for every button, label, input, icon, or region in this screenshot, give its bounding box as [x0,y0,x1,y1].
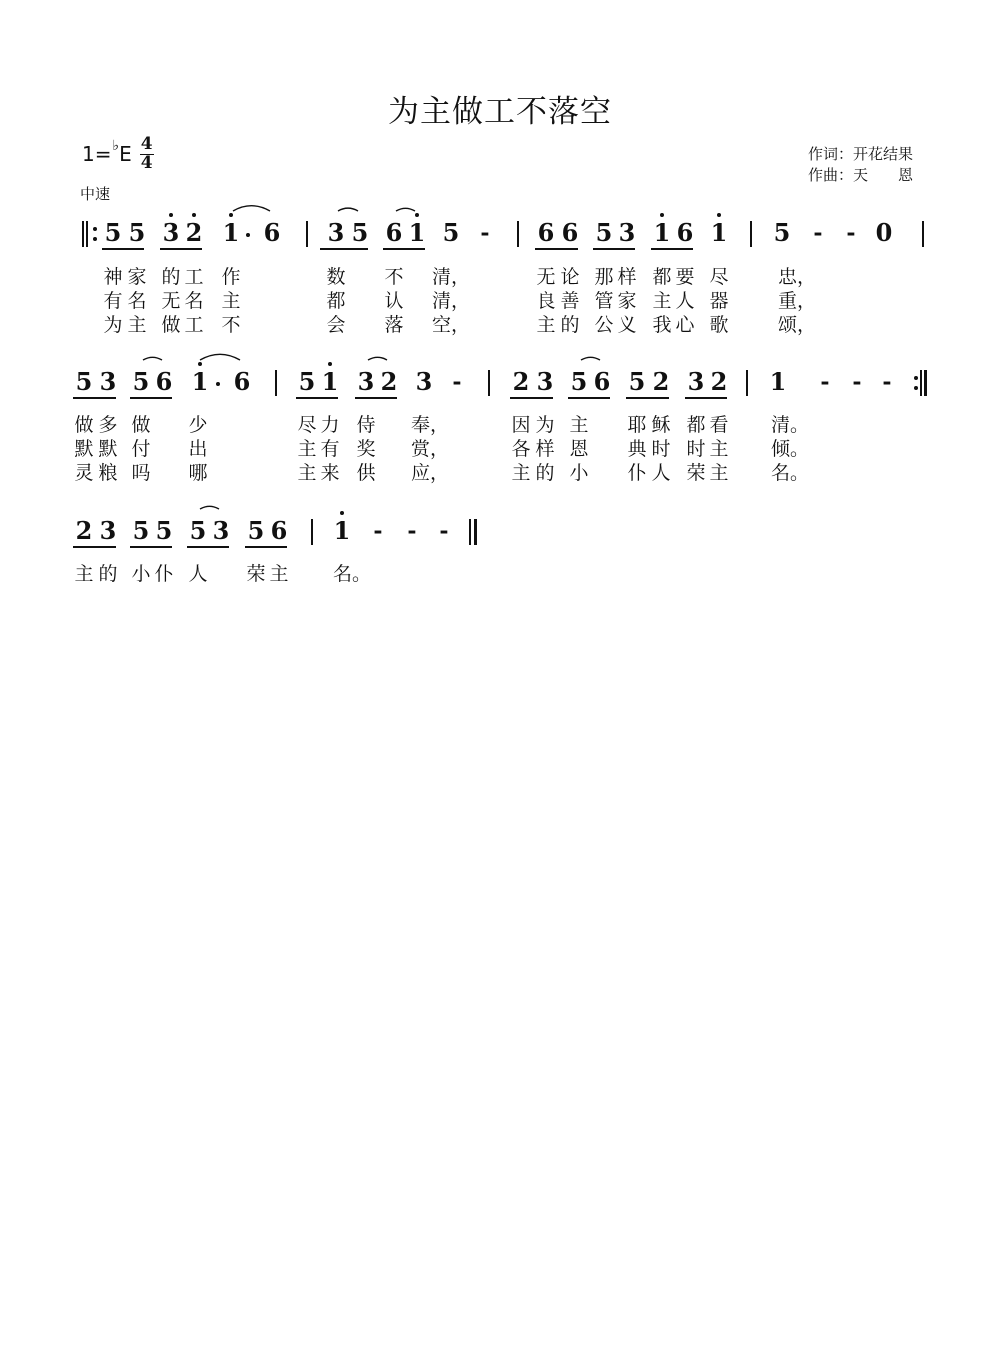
note-digit: 3 [99,367,117,396]
lyric-char: 做 [131,414,151,436]
dash-mark: - [846,220,856,246]
lyric-char: 我 [652,314,672,336]
lyric-char: 吗 [131,462,151,484]
lyric-char: 工 [184,266,204,288]
note-digit: 6 [233,367,251,396]
lyric-char: 会 [326,314,346,336]
lyric-char: 良 [536,290,556,312]
lyric-char: 主 [569,414,589,436]
lyric-char: 稣 [651,414,671,436]
note-digit: 3 [415,367,433,396]
note-digit: 6 [155,367,173,396]
note-digit: 3 [618,218,636,247]
lyric-char: 人 [188,563,208,585]
lyric-char: 家 [617,290,637,312]
lyric-char: 尽 [297,414,317,436]
note-digit: 2 [75,516,93,545]
note-digit: 3 [357,367,375,396]
lyric-char: 主 [127,314,147,336]
note-digit: 1 [191,367,209,396]
lyric-char: 无 [161,290,181,312]
lyric-char: 的 [560,314,580,336]
lyric-char: 的 [535,462,555,484]
tie-slur [200,506,219,509]
lyric-char: 少 [188,414,208,436]
lyric-char: 家 [127,266,147,288]
lyricist-credit: 作词：开花结果 [808,145,914,163]
note-digit: 5 [773,218,791,247]
note-digit: 3 [327,218,345,247]
lyric-char: 论 [560,266,580,288]
dash-mark: - [407,518,417,544]
lyric-char: 管 [594,290,614,312]
lyric-char: 清。 [770,414,810,436]
lyric-char: 名 [127,290,147,312]
note-digit: 1 [653,218,671,247]
note-digit: 5 [104,218,122,247]
lyric-char: 典 [627,438,647,460]
note-digit: 5 [155,516,173,545]
lyric-char: 的 [98,563,118,585]
lyric-char: 清， [431,290,471,312]
lyric-char: 倾。 [770,438,810,460]
note-digit: 5 [442,218,460,247]
note-digit: 6 [676,218,694,247]
dash-mark: - [452,369,462,395]
lyric-char: 小 [569,462,589,484]
lyric-char: 主 [511,462,531,484]
note-digit: 5 [75,367,93,396]
tie-slur [396,208,415,211]
note-digit: 1 [222,218,240,247]
lyric-char: 忠， [777,266,817,288]
note-digit: 3 [212,516,230,545]
key-prefix: 1= [82,142,112,166]
lyric-char: 有 [103,290,123,312]
lyric-char: 心 [675,314,695,336]
note-digit: 5 [570,367,588,396]
tempo-marking: 中速 [80,185,111,203]
note-digit: 5 [128,218,146,247]
note-digit: 5 [132,516,150,545]
lyric-char: 有 [320,438,340,460]
lyric-char: 认 [384,290,404,312]
dash-mark: - [480,220,490,246]
lyric-char: 名 [184,290,204,312]
dash-mark: - [882,369,892,395]
lyric-char: 来 [320,462,340,484]
lyric-char: 重， [777,290,817,312]
lyric-char: 名。 [332,563,372,585]
tie-slur [581,357,600,360]
dash-mark: - [439,518,449,544]
lyric-char: 耶 [627,414,647,436]
lyric-char: 默 [74,438,94,460]
lyric-char: 主 [652,290,672,312]
note-digit: 1 [710,218,728,247]
note-digit: 2 [512,367,530,396]
tie-slur [200,354,240,360]
lyric-char: 主 [221,290,241,312]
lyric-char: 不 [384,266,404,288]
lyric-char: 多 [98,414,118,436]
lyric-char: 小 [131,563,151,585]
lyric-char: 器 [709,290,729,312]
note-digit: 1 [333,516,351,545]
lyric-char: 样 [535,438,555,460]
time-bottom: 4 [140,153,153,173]
lyric-char: 付 [131,438,151,460]
lyric-char: 人 [651,462,671,484]
composer-credit: 作曲：天 恩 [808,166,914,184]
lyric-char: 落 [384,314,404,336]
dash-mark: - [820,369,830,395]
time-top: 4 [140,134,153,154]
song-title: 为主做工不落空 [388,94,612,130]
note-digit: 5 [132,367,150,396]
lyric-char: 善 [560,290,580,312]
lyric-char: 荣 [686,462,706,484]
lyric-char: 因 [511,414,531,436]
lyric-char: 颂， [777,314,817,336]
lyric-char: 要 [675,266,695,288]
note-digit: 6 [263,218,281,247]
dash-mark: - [373,518,383,544]
note-digit: 5 [189,516,207,545]
lyric-char: 无 [536,266,556,288]
lyric-char: 歌 [709,314,729,336]
lyric-char: 为 [535,414,555,436]
lyric-char: 主 [297,462,317,484]
note-digit: 1 [408,218,426,247]
lyric-char: 主 [709,462,729,484]
lyric-char: 样 [617,266,637,288]
note-digit: 3 [687,367,705,396]
note-digit: 6 [537,218,555,247]
lyric-char: 的 [161,266,181,288]
lyric-char: 空， [431,314,471,336]
tie-slur [338,208,358,211]
lyric-char: 工 [184,314,204,336]
lyric-char: 恩 [569,438,589,460]
tie-slur [368,357,387,360]
note-digit: 3 [536,367,554,396]
lyric-char: 主 [74,563,94,585]
dash-mark: - [852,369,862,395]
lyric-char: 清， [431,266,471,288]
note-digit: 1 [321,367,339,396]
tie-slur [143,357,162,360]
note-digit: 0 [875,218,893,247]
flat-sign: ♭ [112,138,120,154]
lyric-char: 神 [103,266,123,288]
note-digit: 2 [185,218,203,247]
note-digit: 2 [652,367,670,396]
note-digit: 2 [380,367,398,396]
dash-mark: - [813,220,823,246]
lyric-char: 粮 [98,462,118,484]
lyric-char: 尽 [709,266,729,288]
lyric-char: 数 [326,266,346,288]
lyric-char: 名。 [770,462,810,484]
note-digit: 5 [595,218,613,247]
lyric-char: 主 [536,314,556,336]
lyric-char: 默 [98,438,118,460]
lyric-char: 供 [356,462,376,484]
note-digit: 5 [298,367,316,396]
note-digit: 6 [270,516,288,545]
lyric-char: 时 [651,438,671,460]
note-digit: 6 [593,367,611,396]
lyric-char: 出 [188,438,208,460]
lyric-char: 看 [709,414,729,436]
lyric-char: 仆 [154,563,174,585]
lyric-char: 都 [686,414,706,436]
lyric-char: 公 [594,314,614,336]
lyric-char: 赏， [410,438,450,460]
lyric-char: 都 [652,266,672,288]
note-digit: 5 [247,516,265,545]
lyric-char: 主 [709,438,729,460]
lyric-char: 不 [221,314,241,336]
lyric-char: 主 [269,563,289,585]
lyric-char: 那 [594,266,614,288]
lyric-char: 侍 [356,414,376,436]
lyric-char: 各 [511,438,531,460]
lyric-char: 奉， [410,414,450,436]
lyric-char: 哪 [188,462,208,484]
lyric-char: 人 [675,290,695,312]
tie-slur [233,206,270,211]
lyric-char: 做 [74,414,94,436]
note-digit: 6 [385,218,403,247]
key-letter: E [119,142,132,166]
lyric-char: 为 [103,314,123,336]
lyric-char: 时 [686,438,706,460]
lyric-char: 应， [410,462,450,484]
note-digit: 2 [710,367,728,396]
note-digit: 1 [769,367,787,396]
note-digit: 3 [162,218,180,247]
lyric-char: 奖 [356,438,376,460]
lyric-char: 都 [326,290,346,312]
lyric-char: 灵 [74,462,94,484]
lyric-char: 仆 [627,462,647,484]
lyric-char: 义 [617,314,637,336]
note-digit: 6 [561,218,579,247]
lyric-char: 作 [221,266,241,288]
lyric-char: 主 [297,438,317,460]
note-digit: 5 [628,367,646,396]
note-digit: 5 [351,218,369,247]
note-digit: 3 [99,516,117,545]
lyric-char: 荣 [246,563,266,585]
lyric-char: 力 [320,414,340,436]
lyric-char: 做 [161,314,181,336]
